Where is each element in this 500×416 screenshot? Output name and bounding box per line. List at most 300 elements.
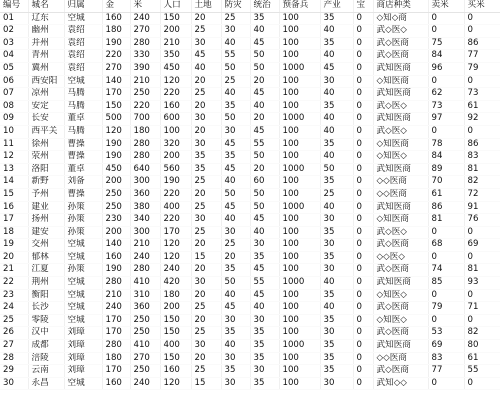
cell-sell-rice[interactable]: 84	[428, 151, 464, 164]
cell-city-name[interactable]: 建安	[28, 226, 64, 239]
cell-gold[interactable]: 250	[102, 201, 130, 214]
cell-disaster-prevention[interactable]: 40	[221, 88, 250, 101]
table-row[interactable]	[0, 352, 500, 365]
cell-treasure[interactable]: 0	[353, 151, 373, 164]
cell-sell-rice[interactable]: 70	[428, 176, 464, 189]
cell-disaster-prevention[interactable]: 30	[221, 352, 250, 365]
cell-buy-rice[interactable]: 71	[464, 302, 500, 315]
cell-shop-type[interactable]: ◇知医商	[373, 138, 428, 151]
cell-land[interactable]: 20	[191, 352, 221, 365]
table-row[interactable]	[0, 188, 500, 201]
cell-city-name[interactable]: 零陵	[28, 314, 64, 327]
cell-id[interactable]: 17	[0, 214, 28, 227]
cell-owner[interactable]: 空城	[64, 302, 102, 315]
cell-buy-rice[interactable]: 61	[464, 100, 500, 113]
cell-industry[interactable]: 35	[320, 289, 353, 302]
cell-land[interactable]: 25	[191, 25, 221, 38]
cell-gold[interactable]: 190	[102, 151, 130, 164]
cell-buy-rice[interactable]: 86	[464, 37, 500, 50]
cell-buy-rice[interactable]: 55	[464, 365, 500, 378]
cell-treasure[interactable]: 0	[353, 50, 373, 63]
cell-population[interactable]: 400	[160, 201, 191, 214]
cell-governance[interactable]: 50	[250, 201, 279, 214]
cell-owner[interactable]: 马腾	[64, 125, 102, 138]
cell-id[interactable]: 26	[0, 327, 28, 340]
cell-buy-rice[interactable]: 82	[464, 327, 500, 340]
cell-disaster-prevention[interactable]: 50	[221, 277, 250, 290]
cell-id[interactable]: 01	[0, 12, 28, 25]
cell-population[interactable]: 120	[160, 75, 191, 88]
cell-buy-rice[interactable]: 81	[464, 264, 500, 277]
cell-sell-rice[interactable]: 0	[428, 314, 464, 327]
cell-disaster-prevention[interactable]: 45	[221, 201, 250, 214]
cell-disaster-prevention[interactable]: 40	[221, 289, 250, 302]
cell-shop-type[interactable]: 武知医商	[373, 62, 428, 75]
cell-rice[interactable]: 280	[130, 138, 160, 151]
cell-city-name[interactable]: 扬州	[28, 214, 64, 227]
cell-sell-rice[interactable]: 0	[428, 125, 464, 138]
cell-shop-type[interactable]: ◇知医◇	[373, 289, 428, 302]
cell-buy-rice[interactable]: 92	[464, 113, 500, 126]
cell-sell-rice[interactable]: 69	[428, 340, 464, 353]
cell-city-name[interactable]: 建业	[28, 201, 64, 214]
cell-sell-rice[interactable]: 84	[428, 50, 464, 63]
cell-land[interactable]: 30	[191, 214, 221, 227]
cell-gold[interactable]: 230	[102, 214, 130, 227]
cell-rice[interactable]: 270	[130, 25, 160, 38]
cell-reserve-troops[interactable]: 100	[279, 25, 320, 38]
cell-gold[interactable]: 170	[102, 365, 130, 378]
cell-rice[interactable]: 210	[130, 75, 160, 88]
table-row[interactable]	[0, 151, 500, 164]
cell-industry[interactable]: 30	[320, 75, 353, 88]
cell-governance[interactable]: 45	[250, 88, 279, 101]
cell-rice[interactable]: 340	[130, 214, 160, 227]
cell-buy-rice[interactable]: 81	[464, 163, 500, 176]
cell-disaster-prevention[interactable]: 35	[221, 151, 250, 164]
cell-reserve-troops[interactable]: 100	[279, 100, 320, 113]
cell-rice[interactable]: 250	[130, 327, 160, 340]
cell-shop-type[interactable]: 武知医商	[373, 340, 428, 353]
cell-buy-rice[interactable]: 0	[464, 251, 500, 264]
table-row[interactable]	[0, 340, 500, 353]
cell-sell-rice[interactable]: 0	[428, 226, 464, 239]
cell-shop-type[interactable]: 武◇医商	[373, 37, 428, 50]
table-row[interactable]	[0, 327, 500, 340]
cell-gold[interactable]: 170	[102, 88, 130, 101]
cell-reserve-troops[interactable]: 100	[279, 289, 320, 302]
cell-industry[interactable]: 40	[320, 88, 353, 101]
cell-treasure[interactable]: 0	[353, 226, 373, 239]
cell-industry[interactable]: 35	[320, 100, 353, 113]
cell-reserve-troops[interactable]: 100	[279, 138, 320, 151]
cell-land[interactable]: 30	[191, 340, 221, 353]
cell-industry[interactable]: 40	[320, 50, 353, 63]
cell-industry[interactable]: 35	[320, 12, 353, 25]
cell-shop-type[interactable]: ◇◇医◇	[373, 251, 428, 264]
cell-industry[interactable]: 35	[320, 352, 353, 365]
cell-rice[interactable]: 280	[130, 264, 160, 277]
cell-sell-rice[interactable]: 97	[428, 113, 464, 126]
cell-city-name[interactable]: 江夏	[28, 264, 64, 277]
cell-population[interactable]: 560	[160, 163, 191, 176]
cell-owner[interactable]: 空城	[64, 239, 102, 252]
table-row[interactable]	[0, 88, 500, 101]
cell-id[interactable]: 27	[0, 340, 28, 353]
cell-buy-rice[interactable]: 79	[464, 62, 500, 75]
cell-shop-type[interactable]: ◇知◇商	[373, 12, 428, 25]
cell-reserve-troops[interactable]: 100	[279, 226, 320, 239]
cell-buy-rice[interactable]: 93	[464, 277, 500, 290]
cell-owner[interactable]: 刘备	[64, 176, 102, 189]
cell-population[interactable]: 150	[160, 352, 191, 365]
cell-city-name[interactable]: 凉州	[28, 88, 64, 101]
cell-treasure[interactable]: 0	[353, 352, 373, 365]
cell-gold[interactable]: 190	[102, 264, 130, 277]
cell-reserve-troops[interactable]: 100	[279, 302, 320, 315]
cell-sell-rice[interactable]: 74	[428, 264, 464, 277]
cell-shop-type[interactable]: ◇◇医商	[373, 352, 428, 365]
cell-sell-rice[interactable]: 96	[428, 62, 464, 75]
cell-reserve-troops[interactable]: 100	[279, 88, 320, 101]
cell-disaster-prevention[interactable]: 30	[221, 25, 250, 38]
cell-city-name[interactable]: 荥州	[28, 151, 64, 164]
table-row[interactable]	[0, 264, 500, 277]
cell-rice[interactable]: 240	[130, 377, 160, 390]
cell-id[interactable]: 14	[0, 176, 28, 189]
cell-buy-rice[interactable]: 0	[464, 226, 500, 239]
cell-gold[interactable]: 240	[102, 302, 130, 315]
cell-treasure[interactable]: 0	[353, 138, 373, 151]
cell-rice[interactable]: 210	[130, 239, 160, 252]
cell-treasure[interactable]: 0	[353, 25, 373, 38]
cell-sell-rice[interactable]: 81	[428, 214, 464, 227]
table-row[interactable]	[0, 37, 500, 50]
cell-gold[interactable]: 200	[102, 176, 130, 189]
cell-rice[interactable]: 300	[130, 226, 160, 239]
cell-population[interactable]: 150	[160, 327, 191, 340]
table-row[interactable]	[0, 176, 500, 189]
cell-buy-rice[interactable]: 77	[464, 50, 500, 63]
cell-governance[interactable]: 40	[250, 302, 279, 315]
cell-population[interactable]: 150	[160, 12, 191, 25]
table-row[interactable]	[0, 50, 500, 63]
cell-governance[interactable]: 50	[250, 62, 279, 75]
cell-city-name[interactable]: 汉中	[28, 327, 64, 340]
cell-disaster-prevention[interactable]: 30	[221, 314, 250, 327]
cell-industry[interactable]: 25	[320, 188, 353, 201]
cell-shop-type[interactable]: 武知医商	[373, 201, 428, 214]
cell-industry[interactable]: 35	[320, 314, 353, 327]
cell-id[interactable]: 02	[0, 25, 28, 38]
cell-id[interactable]: 22	[0, 277, 28, 290]
cell-treasure[interactable]: 0	[353, 62, 373, 75]
column-header-id[interactable]: 编号	[0, 0, 28, 12]
cell-reserve-troops[interactable]: 100	[279, 251, 320, 264]
cell-rice[interactable]: 250	[130, 365, 160, 378]
cell-land[interactable]: 20	[191, 75, 221, 88]
cell-governance[interactable]: 50	[250, 151, 279, 164]
cell-shop-type[interactable]: 武◇医◇	[373, 125, 428, 138]
cell-disaster-prevention[interactable]: 45	[221, 138, 250, 151]
cell-city-name[interactable]: 安定	[28, 100, 64, 113]
cell-land[interactable]: 20	[191, 239, 221, 252]
cell-shop-type[interactable]: 武◇医商	[373, 365, 428, 378]
cell-owner[interactable]: 董卓	[64, 163, 102, 176]
column-header-industry[interactable]: 产业	[320, 0, 353, 12]
cell-industry[interactable]: 30	[320, 327, 353, 340]
cell-shop-type[interactable]: 武◇医商	[373, 302, 428, 315]
cell-city-name[interactable]: 西安阳	[28, 75, 64, 88]
cell-industry[interactable]: 40	[320, 25, 353, 38]
cell-sell-rice[interactable]: 75	[428, 37, 464, 50]
cell-buy-rice[interactable]: 82	[464, 176, 500, 189]
cell-population[interactable]: 400	[160, 340, 191, 353]
cell-city-name[interactable]: 西平关	[28, 125, 64, 138]
cell-land[interactable]: 25	[191, 88, 221, 101]
cell-reserve-troops[interactable]: 100	[279, 50, 320, 63]
cell-buy-rice[interactable]: 0	[464, 25, 500, 38]
cell-shop-type[interactable]: 武知医商	[373, 88, 428, 101]
cell-industry[interactable]: 35	[320, 226, 353, 239]
cell-rice[interactable]: 360	[130, 188, 160, 201]
cell-sell-rice[interactable]: 89	[428, 163, 464, 176]
cell-population[interactable]: 450	[160, 62, 191, 75]
cell-population[interactable]: 160	[160, 365, 191, 378]
cell-gold[interactable]: 170	[102, 314, 130, 327]
cell-disaster-prevention[interactable]: 20	[221, 251, 250, 264]
cell-governance[interactable]: 35	[250, 327, 279, 340]
cell-governance[interactable]: 40	[250, 25, 279, 38]
cell-buy-rice[interactable]: 0	[464, 289, 500, 302]
cell-governance[interactable]: 20	[250, 113, 279, 126]
cell-reserve-troops[interactable]: 100	[279, 365, 320, 378]
cell-reserve-troops[interactable]: 100	[279, 37, 320, 50]
table-row[interactable]	[0, 314, 500, 327]
cell-reserve-troops[interactable]: 1000	[279, 163, 320, 176]
cell-id[interactable]: 12	[0, 151, 28, 164]
cell-id[interactable]: 20	[0, 251, 28, 264]
cell-rice[interactable]: 360	[130, 302, 160, 315]
cell-gold[interactable]: 120	[102, 125, 130, 138]
cell-buy-rice[interactable]: 0	[464, 75, 500, 88]
table-row[interactable]	[0, 226, 500, 239]
cell-governance[interactable]: 45	[250, 125, 279, 138]
column-header-buy-rice[interactable]: 买米	[464, 0, 500, 12]
cell-disaster-prevention[interactable]: 40	[221, 37, 250, 50]
cell-governance[interactable]: 35	[250, 377, 279, 390]
cell-sell-rice[interactable]: 68	[428, 239, 464, 252]
cell-sell-rice[interactable]: 78	[428, 138, 464, 151]
cell-id[interactable]: 07	[0, 88, 28, 101]
cell-reserve-troops[interactable]: 100	[279, 176, 320, 189]
cell-land[interactable]: 25	[191, 201, 221, 214]
cell-shop-type[interactable]: ◇知医商	[373, 214, 428, 227]
cell-owner[interactable]: 刘璋	[64, 327, 102, 340]
cell-city-name[interactable]: 交州	[28, 239, 64, 252]
cell-treasure[interactable]: 0	[353, 188, 373, 201]
cell-city-name[interactable]: 徐州	[28, 138, 64, 151]
cell-treasure[interactable]: 0	[353, 201, 373, 214]
cell-sell-rice[interactable]: 86	[428, 201, 464, 214]
cell-industry[interactable]: 45	[320, 62, 353, 75]
cell-city-name[interactable]: 成都	[28, 340, 64, 353]
cell-city-name[interactable]: 云南	[28, 365, 64, 378]
cell-owner[interactable]: 空城	[64, 289, 102, 302]
cell-treasure[interactable]: 0	[353, 314, 373, 327]
cell-sell-rice[interactable]: 73	[428, 100, 464, 113]
table-row[interactable]	[0, 289, 500, 302]
cell-buy-rice[interactable]: 0	[464, 12, 500, 25]
cell-buy-rice[interactable]: 0	[464, 125, 500, 138]
cell-land[interactable]: 15	[191, 251, 221, 264]
cell-treasure[interactable]: 0	[353, 277, 373, 290]
cell-rice[interactable]: 330	[130, 50, 160, 63]
table-row[interactable]	[0, 214, 500, 227]
cell-land[interactable]: 20	[191, 100, 221, 113]
table-row[interactable]	[0, 163, 500, 176]
cell-land[interactable]: 35	[191, 151, 221, 164]
column-header-shop-type[interactable]: 商店种类	[373, 0, 428, 12]
cell-owner[interactable]: 空城	[64, 12, 102, 25]
cell-sell-rice[interactable]: 0	[428, 377, 464, 390]
cell-treasure[interactable]: 0	[353, 340, 373, 353]
cell-city-name[interactable]: 冀州	[28, 62, 64, 75]
cell-governance[interactable]: 30	[250, 314, 279, 327]
cell-population[interactable]: 210	[160, 37, 191, 50]
cell-governance[interactable]: 20	[250, 163, 279, 176]
cell-sell-rice[interactable]: 53	[428, 327, 464, 340]
cell-treasure[interactable]: 0	[353, 163, 373, 176]
cell-gold[interactable]: 160	[102, 12, 130, 25]
cell-gold[interactable]: 160	[102, 377, 130, 390]
cell-id[interactable]: 29	[0, 365, 28, 378]
cell-land[interactable]: 20	[191, 12, 221, 25]
cell-city-name[interactable]: 予州	[28, 188, 64, 201]
cell-rice[interactable]: 380	[130, 201, 160, 214]
cell-land[interactable]: 25	[191, 302, 221, 315]
cell-owner[interactable]: 空城	[64, 277, 102, 290]
cell-industry[interactable]: 40	[320, 201, 353, 214]
cell-governance[interactable]: 45	[250, 264, 279, 277]
cell-shop-type[interactable]: 武知◇◇	[373, 377, 428, 390]
cell-reserve-troops[interactable]: 100	[279, 239, 320, 252]
table-row[interactable]	[0, 113, 500, 126]
cell-reserve-troops[interactable]: 100	[279, 314, 320, 327]
cell-disaster-prevention[interactable]: 35	[221, 365, 250, 378]
cell-land[interactable]: 45	[191, 50, 221, 63]
cell-reserve-troops[interactable]: 100	[279, 264, 320, 277]
cell-id[interactable]: 25	[0, 314, 28, 327]
cell-industry[interactable]: 50	[320, 163, 353, 176]
cell-reserve-troops[interactable]: 100	[279, 327, 320, 340]
cell-population[interactable]: 180	[160, 289, 191, 302]
column-header-governance[interactable]: 统治	[250, 0, 279, 12]
cell-governance[interactable]: 35	[250, 340, 279, 353]
cell-rice[interactable]: 280	[130, 37, 160, 50]
cell-governance[interactable]: 45	[250, 214, 279, 227]
cell-owner[interactable]: 袁绍	[64, 62, 102, 75]
cell-id[interactable]: 21	[0, 264, 28, 277]
cell-reserve-troops[interactable]: 1000	[279, 277, 320, 290]
cell-rice[interactable]: 250	[130, 88, 160, 101]
cell-rice[interactable]: 700	[130, 113, 160, 126]
cell-id[interactable]: 23	[0, 289, 28, 302]
cell-rice[interactable]: 270	[130, 352, 160, 365]
cell-id[interactable]: 30	[0, 377, 28, 390]
cell-industry[interactable]: 30	[320, 239, 353, 252]
cell-industry[interactable]: 35	[320, 340, 353, 353]
cell-reserve-troops[interactable]: 100	[279, 377, 320, 390]
cell-owner[interactable]: 董卓	[64, 113, 102, 126]
cell-owner[interactable]: 孙策	[64, 264, 102, 277]
cell-sell-rice[interactable]: 0	[428, 251, 464, 264]
cell-gold[interactable]: 450	[102, 163, 130, 176]
cell-treasure[interactable]: 0	[353, 12, 373, 25]
cell-treasure[interactable]: 0	[353, 113, 373, 126]
cell-population[interactable]: 200	[160, 25, 191, 38]
cell-city-name[interactable]: 衡阳	[28, 289, 64, 302]
cell-rice[interactable]: 410	[130, 277, 160, 290]
cell-gold[interactable]: 280	[102, 277, 130, 290]
cell-population[interactable]: 220	[160, 188, 191, 201]
cell-land[interactable]: 30	[191, 277, 221, 290]
cell-buy-rice[interactable]: 72	[464, 188, 500, 201]
cell-industry[interactable]: 35	[320, 138, 353, 151]
cell-population[interactable]: 200	[160, 151, 191, 164]
cell-disaster-prevention[interactable]: 45	[221, 302, 250, 315]
cell-owner[interactable]: 刘璋	[64, 352, 102, 365]
table-row[interactable]	[0, 100, 500, 113]
cell-governance[interactable]: 35	[250, 352, 279, 365]
cell-gold[interactable]: 150	[102, 100, 130, 113]
cell-rice[interactable]: 280	[130, 151, 160, 164]
cell-disaster-prevention[interactable]: 50	[221, 62, 250, 75]
cell-rice[interactable]: 310	[130, 289, 160, 302]
column-header-land[interactable]: 土地	[191, 0, 221, 12]
cell-rice[interactable]: 180	[130, 125, 160, 138]
cell-industry[interactable]: 35	[320, 37, 353, 50]
cell-buy-rice[interactable]: 80	[464, 340, 500, 353]
cell-reserve-troops[interactable]: 1000	[279, 62, 320, 75]
cell-shop-type[interactable]: ◇◇医商	[373, 176, 428, 189]
cell-owner[interactable]: 空城	[64, 314, 102, 327]
cell-buy-rice[interactable]: 86	[464, 138, 500, 151]
cell-owner[interactable]: 孙策	[64, 226, 102, 239]
cell-buy-rice[interactable]: 83	[464, 151, 500, 164]
cell-industry[interactable]: 40	[320, 302, 353, 315]
cell-shop-type[interactable]: 武知医商	[373, 163, 428, 176]
table-row[interactable]	[0, 12, 500, 25]
cell-owner[interactable]: 孙策	[64, 214, 102, 227]
cell-id[interactable]: 16	[0, 201, 28, 214]
cell-disaster-prevention[interactable]: 40	[221, 340, 250, 353]
cell-population[interactable]: 120	[160, 251, 191, 264]
column-header-sell-rice[interactable]: 卖米	[428, 0, 464, 12]
cell-disaster-prevention[interactable]: 50	[221, 188, 250, 201]
cell-rice[interactable]: 240	[130, 12, 160, 25]
cell-land[interactable]: 20	[191, 314, 221, 327]
cell-land[interactable]: 15	[191, 377, 221, 390]
cell-city-name[interactable]: 郁林	[28, 251, 64, 264]
cell-reserve-troops[interactable]: 100	[279, 75, 320, 88]
cell-rice[interactable]: 300	[130, 176, 160, 189]
cell-gold[interactable]: 180	[102, 25, 130, 38]
cell-gold[interactable]: 180	[102, 352, 130, 365]
cell-reserve-troops[interactable]: 100	[279, 151, 320, 164]
cell-population[interactable]: 120	[160, 239, 191, 252]
cell-id[interactable]: 06	[0, 75, 28, 88]
